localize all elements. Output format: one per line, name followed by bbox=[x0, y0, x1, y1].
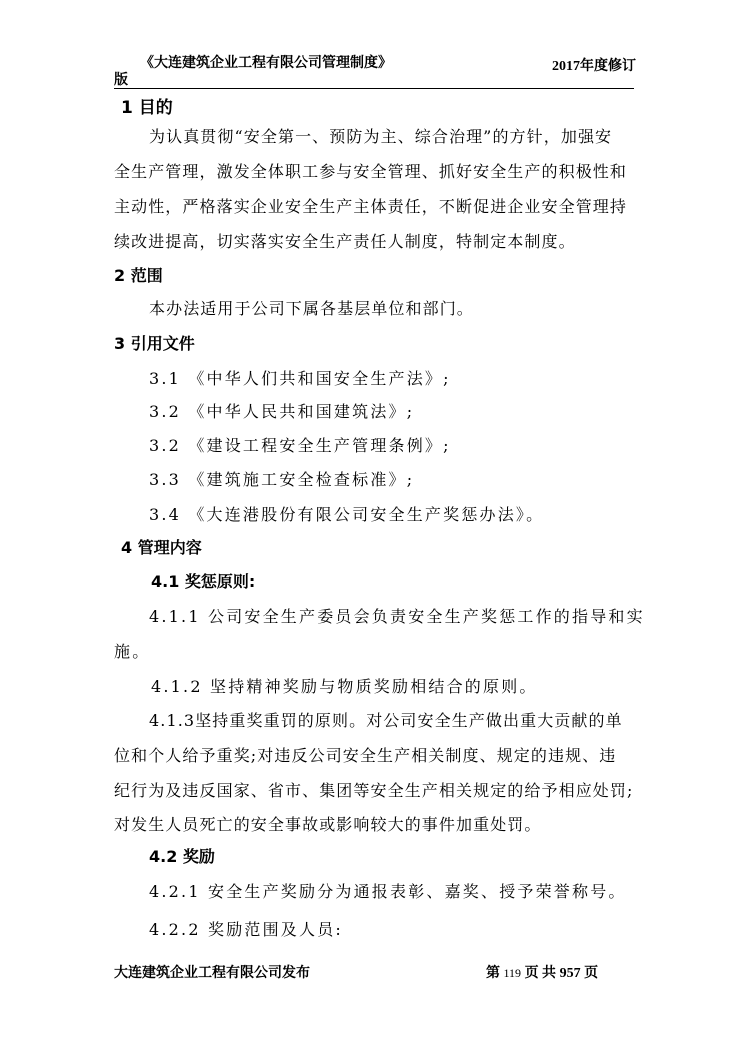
paragraph-line: 4.1.3坚持重奖重罚的原则。对公司安全生产做出重大贡献的单 bbox=[149, 711, 623, 730]
reference-item: 3.1 《中华人们共和国安全生产法》; bbox=[149, 369, 451, 388]
page-prefix: 第 bbox=[486, 966, 500, 981]
subsection-heading-rewards: 4.2 奖励 bbox=[149, 847, 215, 866]
reference-item: 3.4 《大连港股份有限公司安全生产奖惩办法》。 bbox=[149, 505, 545, 524]
footer-page-number bbox=[486, 962, 598, 982]
paragraph-line: 4.2.1 安全生产奖励分为通报表彰、嘉奖、授予荣誉称号。 bbox=[149, 882, 627, 901]
page-suffix: 页 bbox=[584, 966, 599, 981]
edition-label: 2017年度修订 bbox=[552, 59, 636, 74]
section-heading-scope: 2 范围 bbox=[114, 266, 163, 285]
paragraph-line: 为认真贯彻“安全第一、预防为主、综合治理”的方针，加强安 bbox=[149, 127, 613, 146]
paragraph-line: 位和个人给予重奖;对违反公司安全生产相关制度、规定的违规、违 bbox=[114, 746, 617, 765]
paragraph-line: 4.2.2 奖励范围及人员: bbox=[149, 920, 343, 939]
footer-publisher: 大连建筑企业工程有限公司发布 bbox=[114, 966, 310, 981]
page-current: 119 bbox=[503, 966, 522, 980]
paragraph-line: 主动性，严格落实企业安全生产主体责任，不断促进企业安全管理持 bbox=[114, 197, 628, 216]
paragraph-line: 续改进提高，切实落实安全生产责任人制度，特制定本制度。 bbox=[114, 232, 576, 251]
section-heading-management: 4 管理内容 bbox=[121, 538, 202, 557]
subsection-heading-principles: 4.1 奖惩原则: bbox=[151, 572, 256, 591]
page-total: 957 bbox=[559, 966, 581, 981]
header-rule bbox=[114, 88, 634, 89]
paragraph-line: 4.1.1 公司安全生产委员会负责安全生产奖惩工作的指导和实 bbox=[149, 607, 645, 626]
page-mid: 页 共 bbox=[524, 966, 557, 981]
paragraph-line: 施。 bbox=[114, 642, 151, 661]
reference-item: 3.3 《建筑施工安全检查标准》; bbox=[149, 470, 415, 489]
paragraph-line: 全生产管理，激发全体职工参与安全管理、抓好安全生产的积极性和 bbox=[114, 162, 628, 181]
paragraph-line: 纪行为及违反国家、省市、集团等安全生产相关规定的给予相应处罚; bbox=[114, 781, 634, 800]
document-title: 《大连建筑企业工程有限公司管理制度》 bbox=[140, 56, 392, 71]
section-heading-purpose: 1 目的 bbox=[121, 98, 173, 118]
reference-item: 3.2 《建设工程安全生产管理条例》; bbox=[149, 436, 451, 455]
paragraph-line: 本办法适用于公司下属各基层单位和部门。 bbox=[149, 299, 474, 318]
section-heading-references: 3 引用文件 bbox=[114, 334, 195, 353]
paragraph-line: 4.1.2 坚持精神奖励与物质奖励相结合的原则。 bbox=[151, 677, 538, 696]
paragraph-line: 对发生人员死亡的安全事故或影响较大的事件加重处罚。 bbox=[114, 815, 542, 834]
edition-label-wrap: 版 bbox=[114, 73, 128, 88]
reference-item: 3.2 《中华人民共和国建筑法》; bbox=[149, 402, 415, 421]
